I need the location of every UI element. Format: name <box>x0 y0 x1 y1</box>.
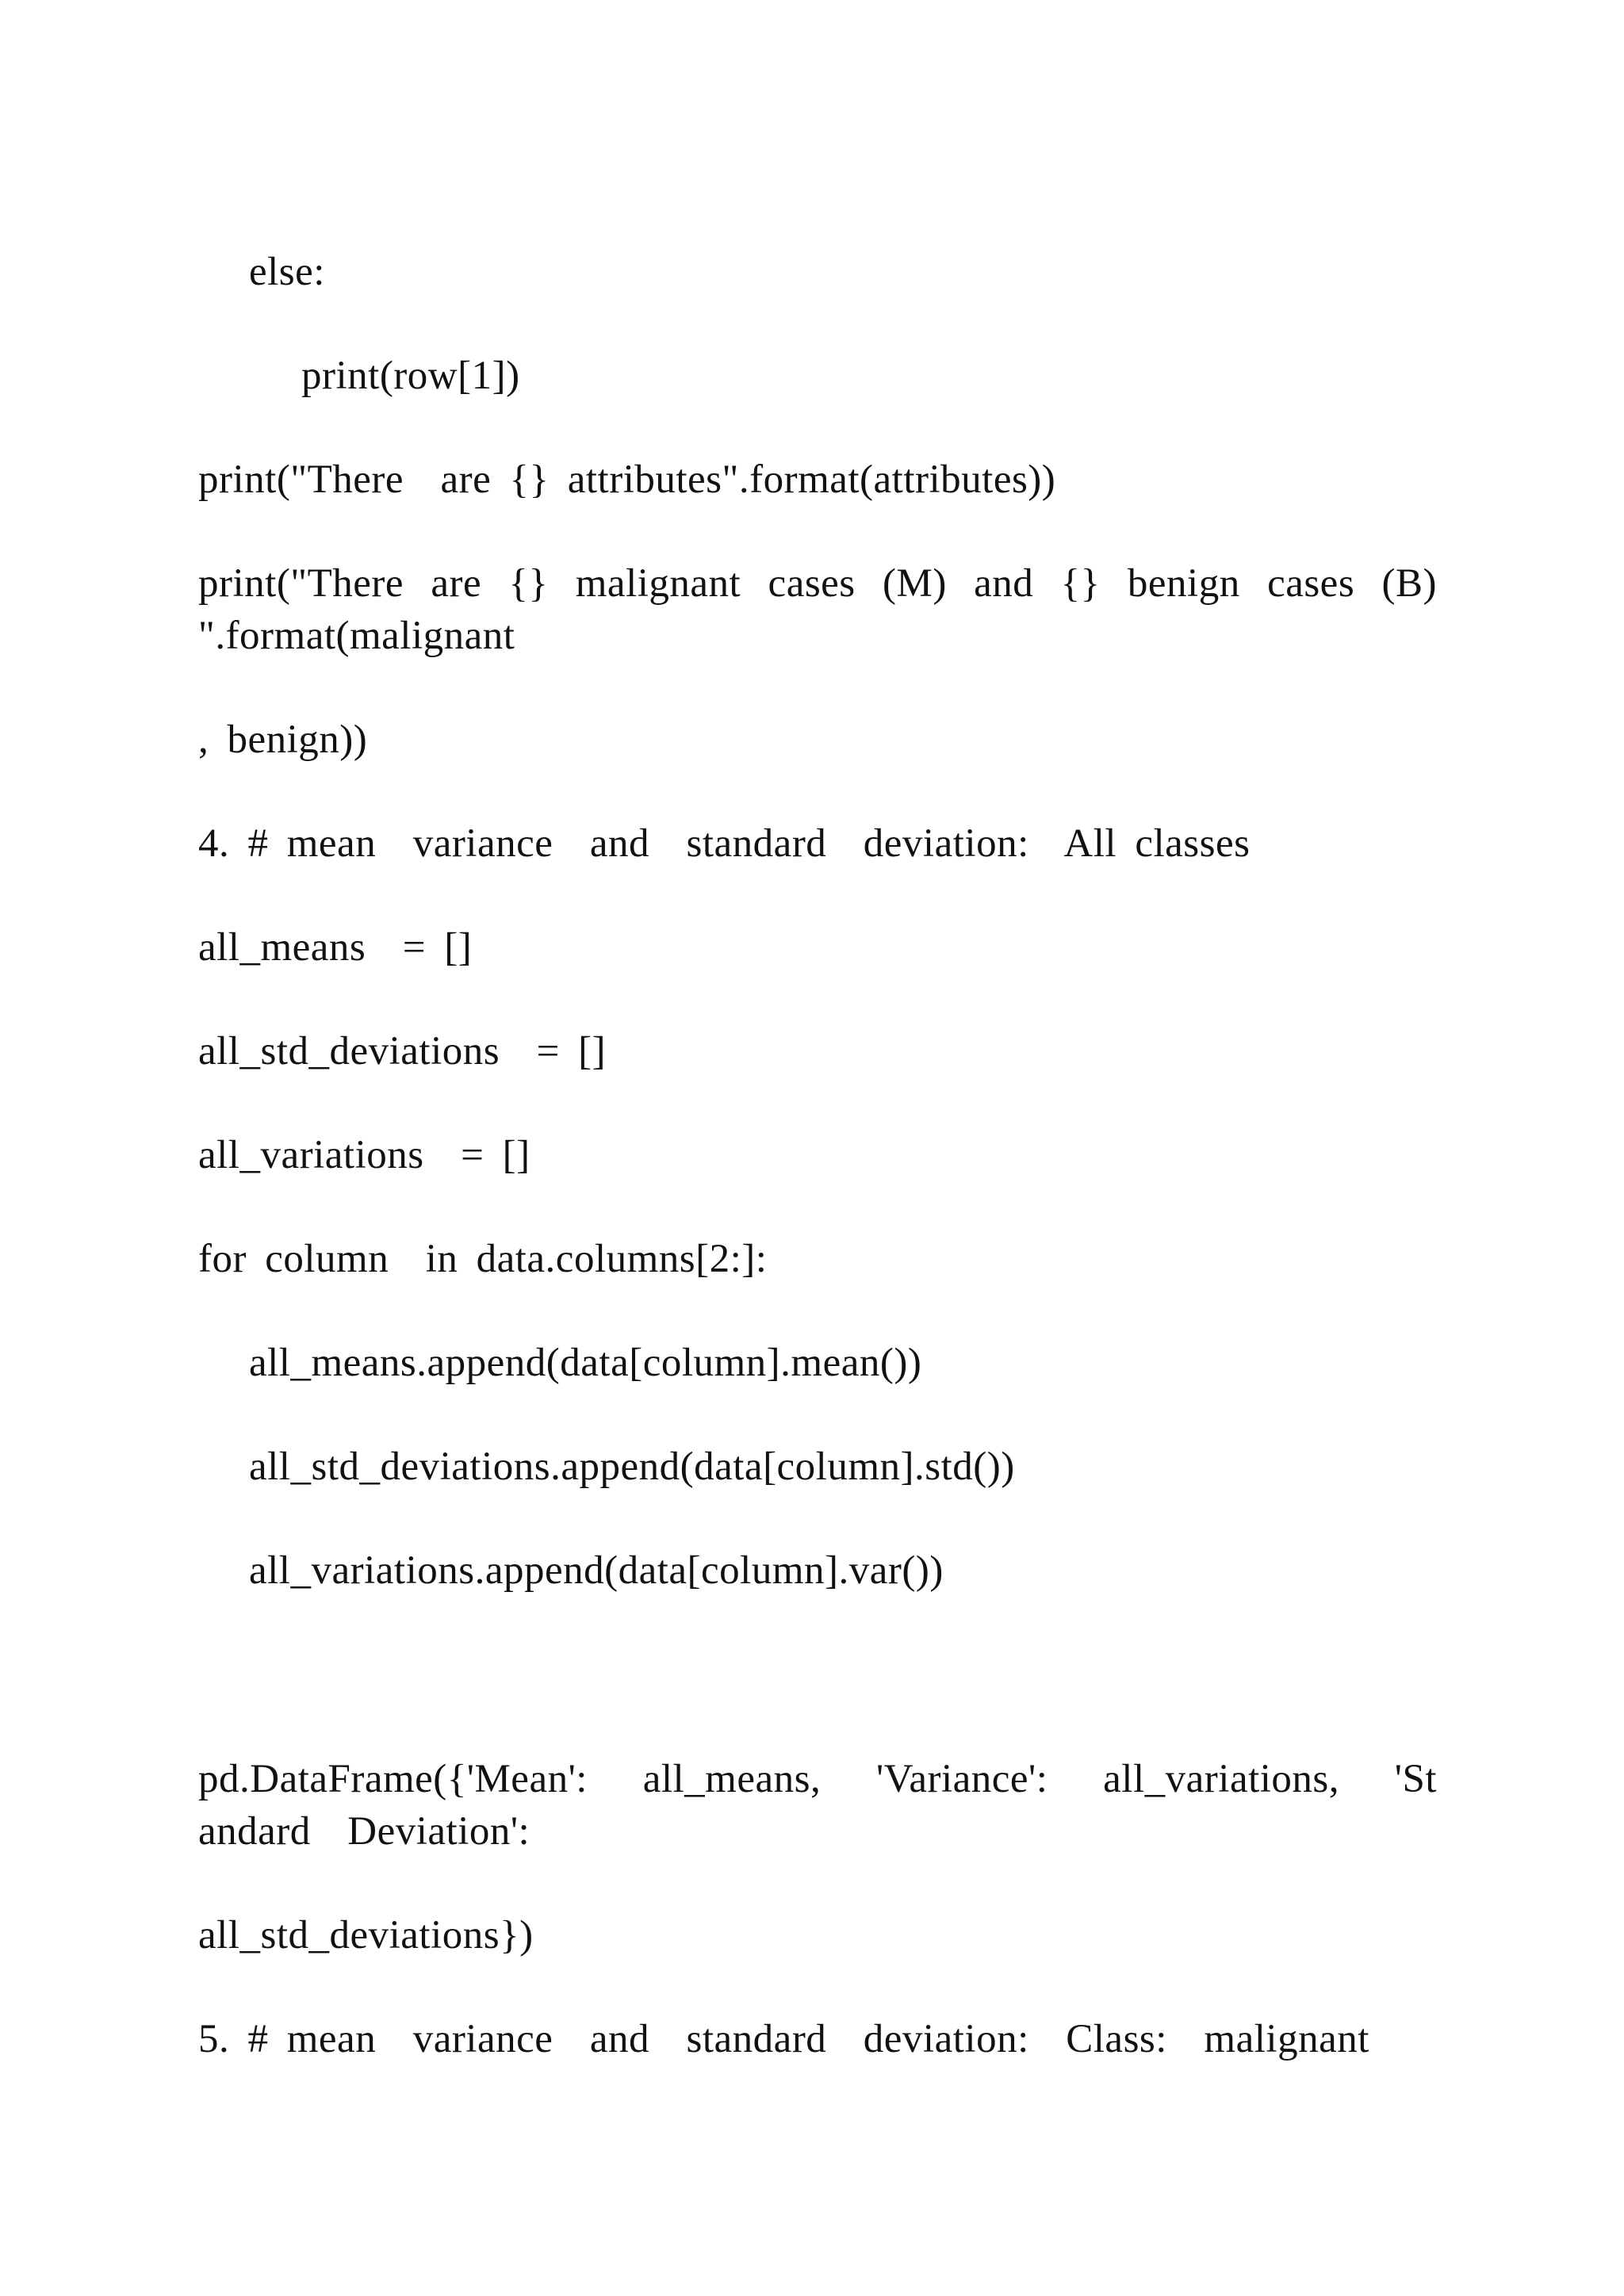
code-line-append-mean: all_means.append(data[column].mean()) <box>249 1341 922 1385</box>
code-line-print-row: print(row[1]) <box>301 354 520 398</box>
code-line-append-var: all_variations.append(data[column].var()) <box>249 1548 944 1593</box>
code-line-benign: , benign)) <box>198 718 368 762</box>
code-line-comment-malignant: 5. # mean variance and standard deviation: Class: malignant <box>198 2017 1369 2061</box>
code-line-all-std-deviations-close: all_std_deviations}) <box>198 1913 534 1957</box>
code-line-comment-all-classes: 4. # mean variance and standard deviation: All classes <box>198 821 1251 866</box>
code-line-append-std: all_std_deviations.append(data[column].std()) <box>249 1445 1015 1489</box>
code-line-all-variations: all_variations = [] <box>198 1133 530 1177</box>
code-line-all-std-deviations: all_std_deviations = [] <box>198 1029 607 1073</box>
code-line-standard-deviation: andard Deviation': <box>198 1809 530 1854</box>
code-line-dataframe: pd.DataFrame({'Mean': all_means, 'Variance': all_variations, 'St <box>198 1757 1437 1801</box>
code-line-all-means: all_means = [] <box>198 925 473 970</box>
code-line-format-malignant: ".format(malignant <box>198 614 515 658</box>
code-line-else: else: <box>249 250 325 294</box>
code-line-print-cases: print("There are {} malignant cases (M) and {} benign cases (B) <box>198 561 1437 606</box>
code-line-print-attributes: print("There are {} attributes".format(attributes)) <box>198 457 1056 502</box>
code-line-for-column: for column in data.columns[2:]: <box>198 1237 768 1281</box>
